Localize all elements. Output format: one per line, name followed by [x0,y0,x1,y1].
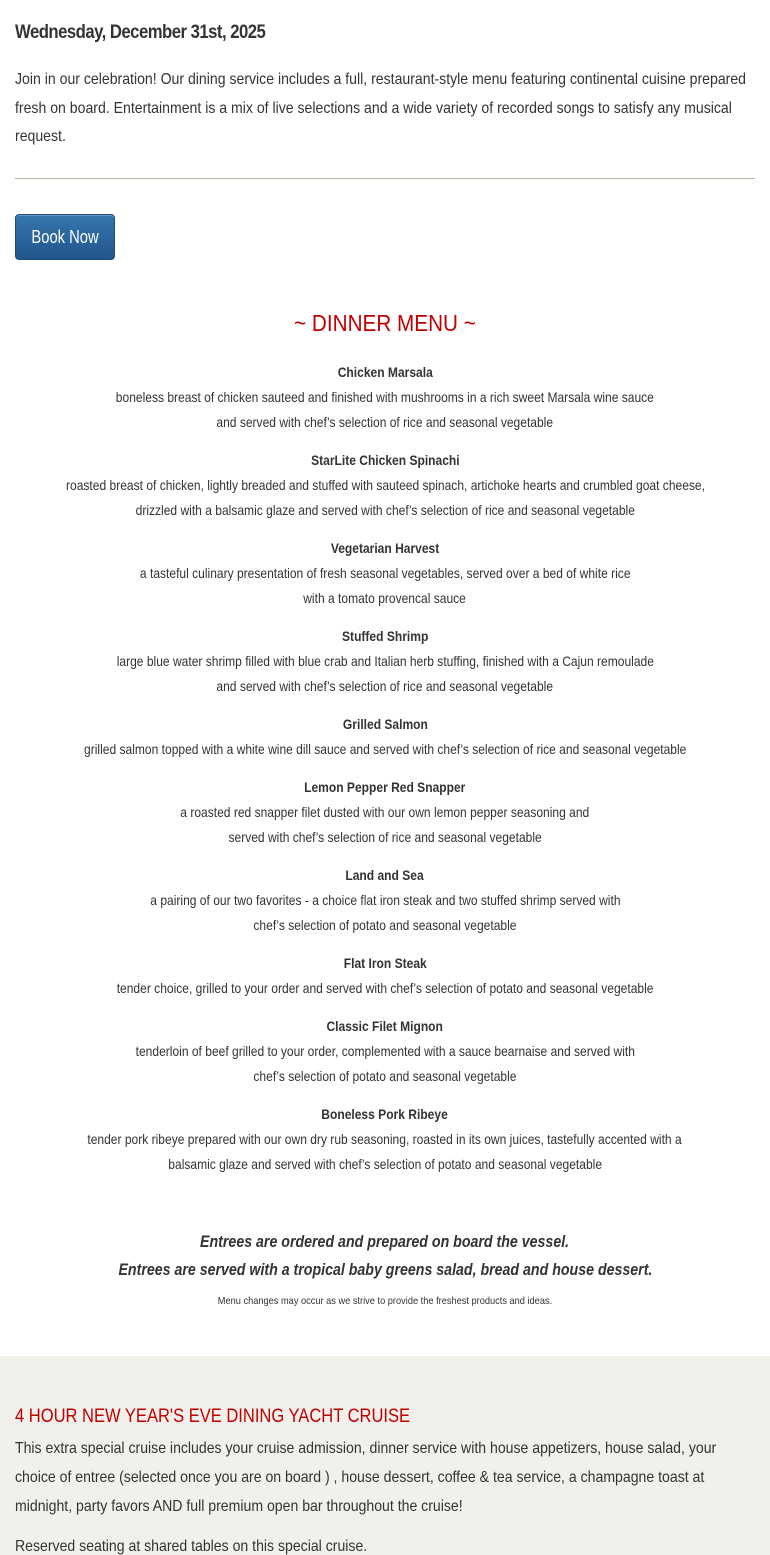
menu-item-description-line [0,410,770,435]
menu-item-description-line [0,1127,770,1152]
menu-item-name-text: Lemon Pepper Red Snapper [304,779,466,795]
menu-item-description-text: tenderloin of beef grilled to your order, complemented with a sauce bearnaise and served with [135,1043,635,1059]
menu-item [0,624,770,699]
menu-item-description-line [0,800,770,825]
menu-note-served [0,1256,770,1284]
menu-item-name-text: Chicken Marsala [337,364,433,380]
menu-item-description-text: roasted breast of chicken, lightly breaded and stuffed with sauteed spinach, artichoke hearts and crumbled goat cheese, [65,477,705,493]
cruise-description: This extra special cruise includes your cruise admission, dinner service with house appetizers, house salad, your choice of entree (selected once you are on board ) , house dessert, coffee & tea service, a champagne toast at midnight, party favors AND full premium open bar throughout the cruise! [15,1440,717,1515]
menu-item [0,712,770,762]
menu-changes-note [0,1295,770,1307]
menu-item-description-line [0,913,770,938]
menu-item-description-text: large blue water shrimp filled with blue crab and Italian herb stuffing, finished with a Cajun remoulade [116,653,654,669]
divider [15,178,755,179]
menu-item-description-line [0,649,770,674]
menu-item-description-line [0,1152,770,1177]
menu-item [0,360,770,435]
menu-item-name [0,624,770,649]
menu-item-description-text: and served with chef’s selection of rice and seasonal vegetable [216,678,554,694]
dinner-menu-title-text: ~ DINNER MENU ~ [294,310,476,336]
menu-item-description-line [0,888,770,913]
dinner-menu-title [0,310,770,337]
menu-item-description-text: served with chef’s selection of rice and seasonal vegetable [228,829,542,845]
menu-item-name [0,712,770,737]
menu-item-name [0,863,770,888]
menu-item-description-text: grilled salmon topped with a white wine dill sauce and served with chef’s selection of rice and seasonal vegetable [83,741,687,757]
cruise-info-section [0,1356,770,1555]
menu-note-ordered-text: Entrees are ordered and prepared on board the vessel. [200,1233,570,1251]
menu-item-description-line [0,473,770,498]
menu-notes [0,1228,770,1284]
cruise-title: 4 HOUR NEW YEAR'S EVE DINING YACHT CRUISE [15,1406,411,1427]
menu-item-name-text: Boneless Pork Ribeye [321,1106,449,1122]
menu-item [0,863,770,938]
menu-item-description-line [0,825,770,850]
menu-item-description-line [0,1039,770,1064]
menu-note-served-text: Entrees are served with a tropical baby greens salad, bread and house dessert. [118,1261,652,1279]
menu-item [0,536,770,611]
book-now-label: Book Now [31,226,99,247]
menu-item-description-text: with a tomato provencal sauce [303,590,467,606]
menu-item-name-text: Flat Iron Steak [343,955,427,971]
menu-note-ordered [0,1228,770,1256]
menu-item-description-text: a tasteful culinary presentation of fresh seasonal vegetables, served over a bed of white rice [139,565,631,581]
menu-item-description-line [0,737,770,762]
menu-item-description-line [0,498,770,523]
menu-item-name-text: Grilled Salmon [342,716,428,732]
menu-item-description-line [0,674,770,699]
book-now-button[interactable] [15,214,115,260]
menu-item-name-text: Stuffed Shrimp [341,628,429,644]
menu-item-name-text: Classic Filet Mignon [326,1018,444,1034]
menu-item-name-text: Land and Sea [345,867,425,883]
menu-item-name [0,360,770,385]
menu-changes-note-text: Menu changes may occur as we strive to provide the freshest products and ideas. [217,1295,553,1307]
menu-item-description-line [0,976,770,1001]
menu-item-name [0,1102,770,1127]
menu-item-description-text: drizzled with a balsamic glaze and served with chef’s selection of rice and seasonal vegetable [135,502,635,518]
menu-item-description-line [0,586,770,611]
menu-item [0,1014,770,1089]
menu-item-description-text: and served with chef’s selection of rice and seasonal vegetable [216,414,554,430]
menu-item [0,1102,770,1177]
menu-item-name [0,951,770,976]
menu-item-description-line [0,1064,770,1089]
menu-item-name-text: StarLite Chicken Spinachi [310,452,460,468]
menu-item-description-text: tender choice, grilled to your order and served with chef’s selection of potato and seasonal vegetable [116,980,654,996]
menu-item-name [0,775,770,800]
event-date-heading: Wednesday, December 31st, 2025 [15,22,266,43]
event-intro-text: Join in our celebration! Our dining service includes a full, restaurant-style menu featuring continental cuisine prepared fresh on board. Entertainment is a mix of live selections and a wide variety of recorded songs to satisfy any musical request. [15,71,747,146]
seating-note: Reserved seating at shared tables on this special cruise. [15,1538,368,1555]
menu-item-name [0,1014,770,1039]
menu-item-description-text: tender pork ribeye prepared with our own dry rub seasoning, roasted in its own juices, tastefully accented with a [87,1131,683,1147]
menu-item-name [0,448,770,473]
menu-item-description-text: balsamic glaze and served with chef’s selection of potato and seasonal vegetable [168,1156,602,1172]
menu-item-description-text: boneless breast of chicken sauteed and finished with mushrooms in a rich sweet Marsala wine sauce [115,389,655,405]
menu-item [0,775,770,850]
menu-item-name [0,536,770,561]
menu-item-description-text: a roasted red snapper filet dusted with our own lemon pepper seasoning and [180,804,590,820]
menu-item [0,448,770,523]
menu-item-description-line [0,561,770,586]
menu-item-description-line [0,385,770,410]
menu-item-description-text: chef’s selection of potato and seasonal vegetable [253,1068,517,1084]
menu-item-name-text: Vegetarian Harvest [330,540,440,556]
menu-item-description-text: a pairing of our two favorites - a choice flat iron steak and two stuffed shrimp served with [149,892,621,908]
dinner-menu-list [0,360,770,1190]
menu-item [0,951,770,1001]
menu-item-description-text: chef’s selection of potato and seasonal vegetable [253,917,517,933]
